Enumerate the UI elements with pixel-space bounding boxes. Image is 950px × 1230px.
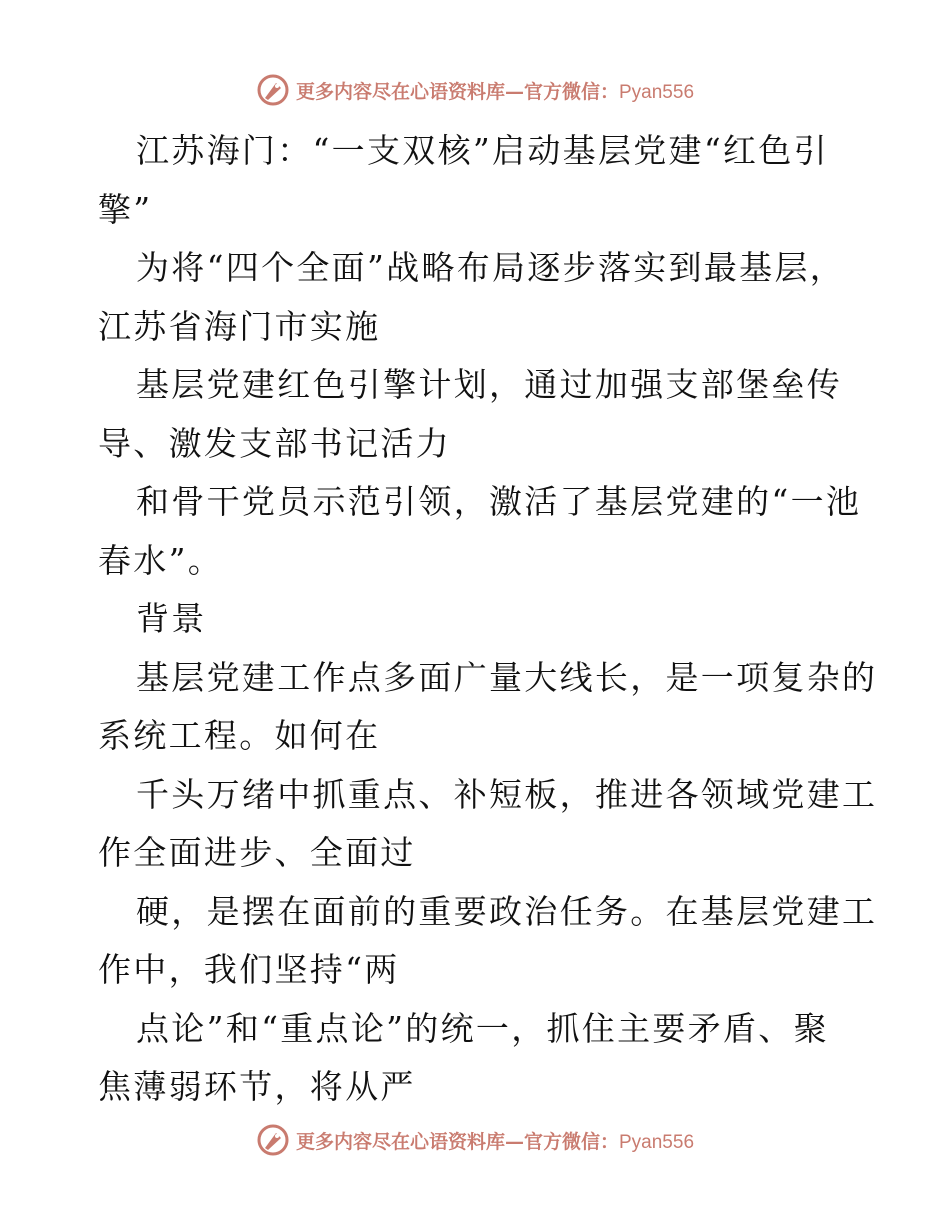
text-line: 江苏海门：“一支双核”启动基层党建“红色引 [136,131,829,170]
banner-text-cn: 更多内容尽在心语资料库—官方微信： [295,1130,619,1153]
text-line: 春水”。 [98,540,224,580]
text-line: 基层党建红色引擎计划，通过加强支部堡垒传 [136,365,842,404]
pen-nib-logo-icon [256,1123,290,1157]
text-line: 系统工程。如何在 [98,716,381,755]
text-line: 背景 [136,599,207,638]
text-line: 基层党建工作点多面广量大线长，是一项复杂的 [136,657,878,697]
text-line: 导、激发支部书记活力 [98,423,451,463]
banner-wechat-id: Pyan556 [619,81,695,103]
document-body [98,122,878,1117]
banner-text [296,77,694,104]
text-line: 擎” [98,189,153,229]
text-line: 作全面进步、全面过 [98,833,416,872]
pen-nib-logo-icon [256,73,290,107]
text-line: 江苏省海门市实施 [98,306,381,346]
banner-wechat-id: Pyan556 [619,1131,695,1153]
banner-text-cn: 更多内容尽在心语资料库—官方微信： [295,80,619,103]
text-line: 焦薄弱环节，将从严 [98,1067,416,1106]
text-line: 硬，是摆在面前的重要政治任务。在基层党建工 [136,891,878,931]
text-line: 和骨干党员示范引领，激活了基层党建的“一池 [136,482,862,521]
header-banner [0,70,950,110]
text-line: 作中，我们坚持“两 [98,950,400,989]
banner-text [296,1127,694,1154]
text-line: 为将“四个全面”战略布局逐步落实到最基层， [136,248,846,287]
text-line: 千头万绪中抓重点、补短板，推进各领域党建工 [136,774,878,814]
footer-banner [0,1120,950,1160]
text-line: 点论”和“重点论”的统一，抓住主要矛盾、聚 [136,1008,829,1048]
